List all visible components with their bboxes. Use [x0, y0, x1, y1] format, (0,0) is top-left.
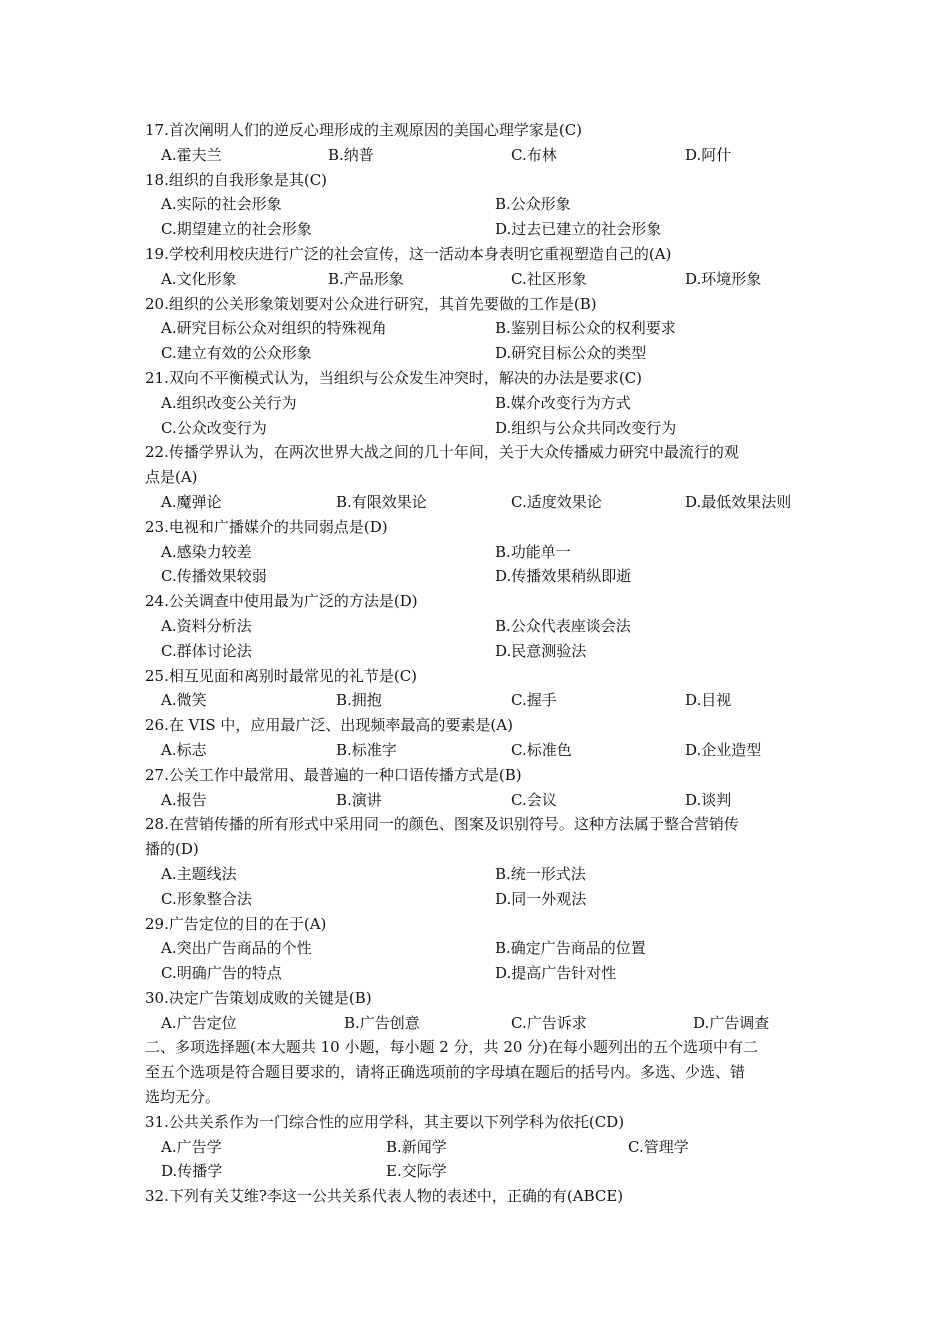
option-row [145, 788, 825, 813]
answer-option: C.握手 [511, 691, 557, 710]
option-row [145, 688, 825, 713]
answer-option: D.谈判 [685, 790, 732, 809]
answer-option: A.主题线法 [161, 864, 237, 883]
question-stem: 选均无分。 [145, 1088, 221, 1107]
option-row [145, 564, 825, 589]
answer-option: A.标志 [161, 740, 207, 759]
answer-option: B.功能单一 [495, 542, 571, 561]
option-row [145, 267, 825, 292]
answer-option: A.报告 [161, 790, 207, 809]
question-stem: 30.决定广告策划成败的关键是(B) [145, 988, 372, 1007]
answer-option: B.演讲 [336, 790, 382, 809]
answer-option: D.组织与公众共同改变行为 [495, 418, 677, 437]
answer-option: C.建立有效的公众形象 [161, 344, 312, 363]
answer-option: D.传播学 [161, 1162, 223, 1181]
answer-option: B.新闻学 [386, 1137, 447, 1156]
answer-option: A.微笑 [161, 691, 207, 710]
question-stem: 32.下列有关艾维?李这一公共关系代表人物的表述中，正确的有(ABCE) [145, 1187, 624, 1206]
answer-option: A.组织改变公关行为 [161, 393, 297, 412]
answer-option: C.期望建立的社会形象 [161, 220, 312, 239]
option-row [145, 1159, 825, 1184]
answer-option: D.广告调查 [693, 1013, 770, 1032]
answer-option: B.鉴别目标公众的权利要求 [495, 319, 676, 338]
question-stem: 20.组织的公关形象策划要对公众进行研究，其首先要做的工作是(B) [145, 294, 597, 313]
option-row [145, 490, 825, 515]
question-stem: 25.相互见面和离别时最常见的礼节是(C) [145, 666, 418, 685]
answer-option: D.企业造型 [685, 740, 762, 759]
question-stem: 28.在营销传播的所有形式中采用同一的颜色、图案及识别符号。这种方法属于整合营销传 [145, 815, 739, 834]
question-stem: 22.传播学界认为，在两次世界大战之间的几十年间，关于大众传播威力研究中最流行的观 [145, 443, 739, 462]
question-stem: 29.广告定位的目的在于(A) [145, 914, 327, 933]
option-row [145, 1011, 825, 1036]
question-stem: 23.电视和广播媒介的共同弱点是(D) [145, 517, 388, 536]
answer-option: B.广告创意 [344, 1013, 420, 1032]
answer-option: D.目视 [685, 691, 732, 710]
question-stem: 18.组织的自我形象是其(C) [145, 170, 328, 189]
answer-option: B.产品形象 [328, 269, 404, 288]
exam-document [145, 118, 825, 1209]
answer-option: C.公众改变行为 [161, 418, 267, 437]
answer-option: A.霍夫兰 [161, 145, 222, 164]
answer-option: B.公众代表座谈会法 [495, 616, 631, 635]
answer-option: C.广告诉求 [511, 1013, 587, 1032]
question-stem: 21.双向不平衡模式认为，当组织与公众发生冲突时，解决的办法是要求(C) [145, 368, 643, 387]
option-row [145, 316, 825, 341]
answer-option: E.交际学 [386, 1162, 447, 1181]
question-stem: 24.公关调查中使用最为广泛的方法是(D) [145, 592, 418, 611]
option-row [145, 639, 825, 664]
option-row [145, 341, 825, 366]
option-row [145, 1135, 825, 1160]
answer-option: A.实际的社会形象 [161, 195, 282, 214]
question-stem: 二、多项选择题(本大题共 10 小题，每小题 2 分，共 20 分)在每小题列出的五个选项中有二 [145, 1038, 759, 1057]
answer-option: A.魔弹论 [161, 492, 222, 511]
option-row [145, 614, 825, 639]
question-stem: 播的(D) [145, 840, 199, 859]
answer-option: C.群体讨论法 [161, 641, 252, 660]
answer-option: C.标准色 [511, 740, 572, 759]
answer-option: A.感染力较差 [161, 542, 252, 561]
answer-option: C.会议 [511, 790, 557, 809]
answer-option: B.媒介改变行为方式 [495, 393, 631, 412]
answer-option: D.阿什 [685, 145, 732, 164]
option-row [145, 862, 825, 887]
answer-option: C.形象整合法 [161, 889, 252, 908]
option-row [145, 217, 825, 242]
question-stem: 17.首次阐明人们的逆反心理形成的主观原因的美国心理学家是(C) [145, 121, 583, 139]
answer-option: A.广告学 [161, 1137, 222, 1156]
option-row [145, 887, 825, 912]
answer-option: C.明确广告的特点 [161, 964, 282, 983]
answer-option: C.社区形象 [511, 269, 587, 288]
answer-option: D.研究目标公众的类型 [495, 344, 647, 363]
answer-option: B.确定广告商品的位置 [495, 939, 646, 958]
question-stem: 至五个选项是符合题目要求的，请将正确选项前的字母填在题后的括号内。多选、少选、错 [145, 1063, 746, 1082]
answer-option: B.公众形象 [495, 195, 571, 214]
answer-option: B.纳普 [328, 145, 374, 164]
answer-option: B.拥抱 [336, 691, 382, 710]
answer-option: D.同一外观法 [495, 889, 587, 908]
option-row [145, 416, 825, 441]
answer-option: D.民意测验法 [495, 641, 587, 660]
answer-option: B.统一形式法 [495, 864, 586, 883]
answer-option: A.突出广告商品的个性 [161, 939, 312, 958]
answer-option: B.有限效果论 [336, 492, 427, 511]
option-row [145, 961, 825, 986]
answer-option: B.标准字 [336, 740, 397, 759]
answer-option: C.传播效果较弱 [161, 567, 267, 586]
option-row [145, 192, 825, 217]
answer-option: D.环境形象 [685, 269, 762, 288]
answer-option: A.文化形象 [161, 269, 237, 288]
question-stem: 19.学校利用校庆进行广泛的社会宣传，这一活动本身表明它重视塑造自己的(A) [145, 244, 672, 263]
question-stem: 27.公关工作中最常用、最普遍的一种口语传播方式是(B) [145, 765, 522, 784]
option-row [145, 738, 825, 763]
option-row [145, 936, 825, 961]
answer-option: A.资料分析法 [161, 616, 252, 635]
question-stem: 26.在 VIS 中，应用最广泛、出现频率最高的要素是(A) [145, 716, 513, 735]
answer-option: D.提高广告针对性 [495, 964, 617, 983]
answer-option: C.布林 [511, 145, 557, 164]
option-row [145, 540, 825, 565]
question-stem: 31.公共关系作为一门综合性的应用学科，其主要以下列学科为依托(CD) [145, 1112, 625, 1131]
answer-option: C.管理学 [628, 1137, 689, 1156]
option-row [145, 391, 825, 416]
answer-option: D.传播效果稍纵即逝 [495, 567, 632, 586]
answer-option: D.过去已建立的社会形象 [495, 220, 662, 239]
answer-option: A.广告定位 [161, 1013, 237, 1032]
option-row [145, 143, 825, 168]
answer-option: C.适度效果论 [511, 492, 602, 511]
answer-option: A.研究目标公众对组织的特殊视角 [161, 319, 387, 338]
answer-option: D.最低效果法则 [685, 492, 792, 511]
question-stem: 点是(A) [145, 468, 198, 487]
